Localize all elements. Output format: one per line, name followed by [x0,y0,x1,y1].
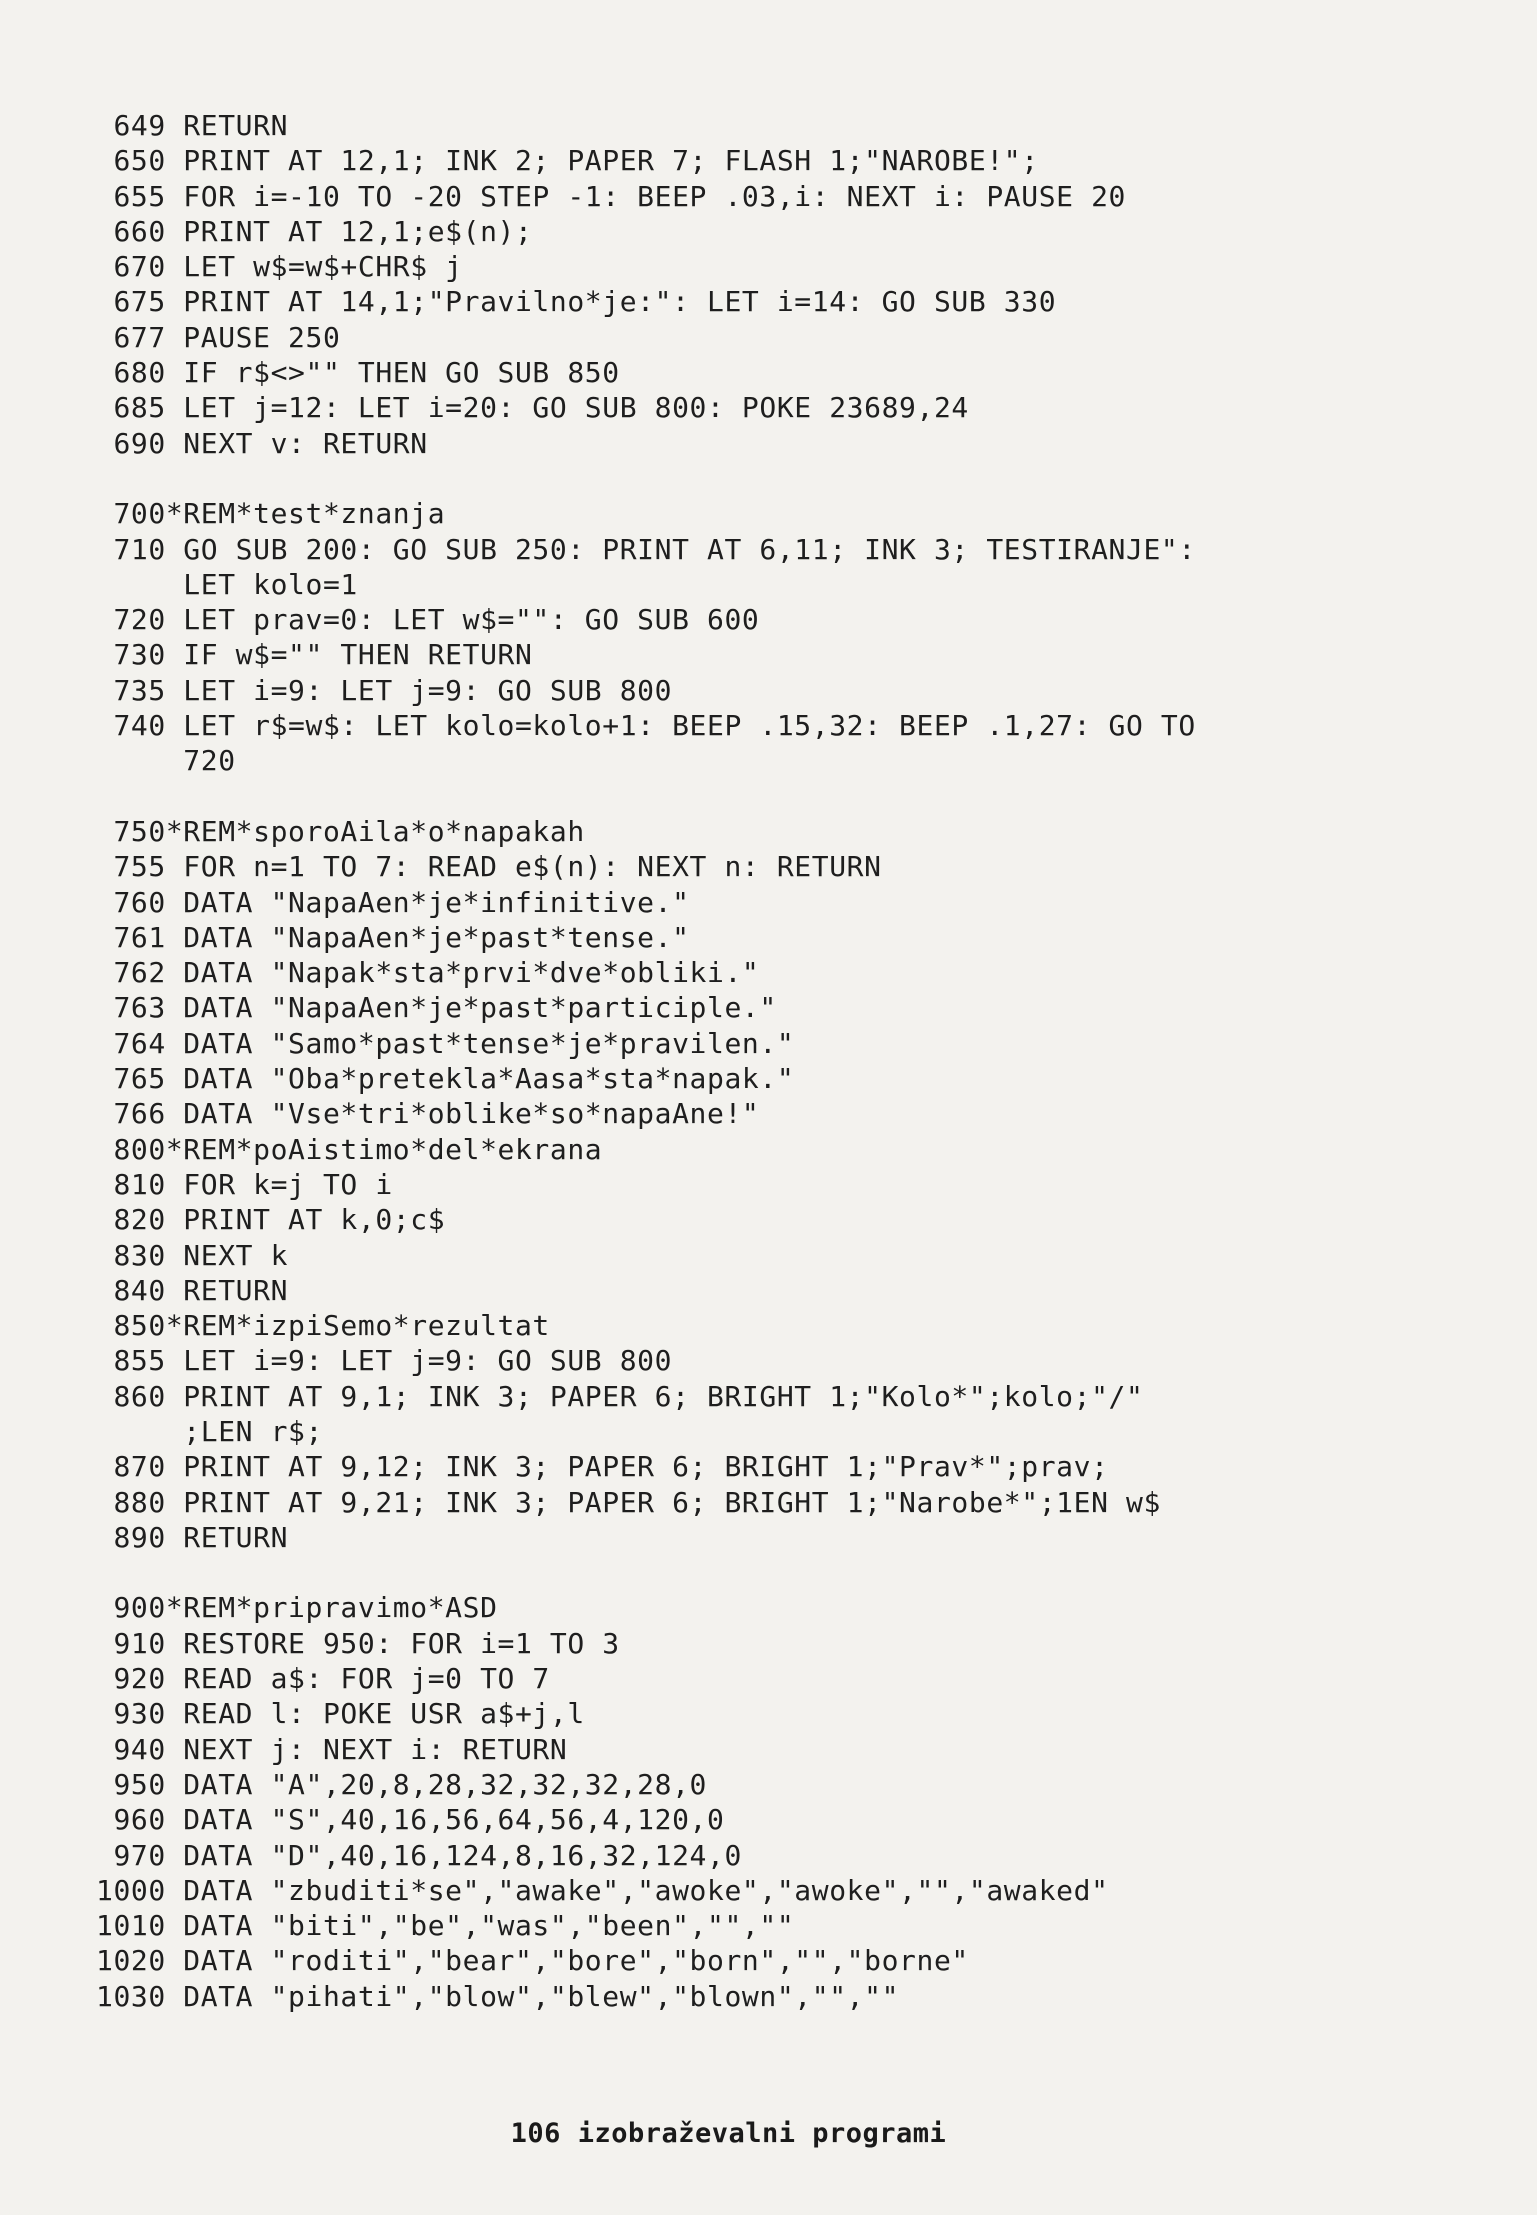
code-line: 677 PAUSE 250 [96,320,341,354]
code-line: 670 LET w$=w$+CHR$ j [96,250,463,284]
code-line: 940 NEXT j: NEXT i: RETURN [96,1732,568,1766]
code-line: 720 [96,744,236,778]
code-line: 730 IF w$="" THEN RETURN [96,638,533,672]
code-line: ;LEN r$; [96,1414,323,1448]
code-line: 649 RETURN [96,109,289,142]
blank-line [96,779,1466,814]
code-line: 1010 DATA "biti","be","was","been","","" [96,1909,795,1943]
code-line: 761 DATA "NapaAen*je*past*tense." [96,920,690,954]
code-line: 764 DATA "Samo*past*tense*je*pravilen." [96,1026,795,1060]
code-line: 766 DATA "Vse*tri*oblike*so*napaAne!" [96,1097,760,1131]
code-line: 1020 DATA "roditi","bear","bore","born","","borne" [96,1944,969,1978]
code-line: 710 GO SUB 200: GO SUB 250: PRINT AT 6,11; INK 3; TESTIRANJE": [96,532,1196,566]
code-line: 850*REM*izpiSemo*rezultat [96,1309,550,1343]
code-line: 890 RETURN [96,1520,289,1554]
code-line: 860 PRINT AT 9,1; INK 3; PAPER 6; BRIGHT 1;"Kolo*";kolo;"/" [96,1379,1144,1413]
code-line: 910 RESTORE 950: FOR i=1 TO 3 [96,1626,620,1660]
code-line: 655 FOR i=-10 TO -20 STEP -1: BEEP .03,i: NEXT i: PAUSE 20 [96,179,1126,213]
code-line: 855 LET i=9: LET j=9: GO SUB 800 [96,1344,673,1378]
code-line: 900*REM*pripravimo*ASD [96,1591,498,1625]
code-line: 1030 DATA "pihati","blow","blew","blown","","" [96,1979,900,2013]
code-line: 735 LET i=9: LET j=9: GO SUB 800 [96,673,673,707]
code-line: 690 NEXT v: RETURN [96,426,428,460]
code-line: 760 DATA "NapaAen*je*infinitive." [96,885,690,919]
code-line: 650 PRINT AT 12,1; INK 2; PAPER 7; FLASH 1;"NAROBE!"; [96,144,1039,178]
code-line: 820 PRINT AT k,0;c$ [96,1203,446,1237]
code-line: 755 FOR n=1 TO 7: READ e$(n): NEXT n: RETURN [96,850,882,884]
code-line: 660 PRINT AT 12,1;e$(n); [96,214,533,248]
basic-program-listing [96,108,1466,2049]
code-line: LET kolo=1 [96,567,358,601]
code-line: 800*REM*poAistimo*del*ekrana [96,1132,603,1166]
page-footer [0,2118,1537,2149]
code-line: 680 IF r$<>"" THEN GO SUB 850 [96,356,620,390]
blank-line [96,461,1466,496]
blank-line [96,1555,1466,1590]
code-line: 740 LET r$=w$: LET kolo=kolo+1: BEEP .15,32: BEEP .1,27: GO TO [96,709,1196,743]
code-line: 840 RETURN [96,1273,289,1307]
code-line: 1000 DATA "zbuditi*se","awake","awoke","awoke","","awaked" [96,1873,1109,1907]
code-line: 810 FOR k=j TO i [96,1167,393,1201]
code-line: 950 DATA "A",20,8,28,32,32,32,28,0 [96,1767,708,1801]
code-line: 763 DATA "NapaAen*je*past*participle." [96,991,777,1025]
code-line: 920 READ a$: FOR j=0 TO 7 [96,1662,550,1696]
code-line: 700*REM*test*znanja [96,497,446,531]
page-number-caption: 106 izobraževalni programi [510,2118,947,2149]
code-line: 765 DATA "Oba*preteklа*Aasa*sta*napak." [96,1062,795,1096]
code-line: 930 READ l: POKE USR a$+j,l [96,1697,585,1731]
code-line: 960 DATA "S",40,16,56,64,56,4,120,0 [96,1803,725,1837]
code-line: 720 LET prav=0: LET w$="": GO SUB 600 [96,603,760,637]
code-line: 762 DATA "Napak*sta*prvi*dve*obliki." [96,956,760,990]
code-line: 970 DATA "D",40,16,124,8,16,32,124,0 [96,1838,742,1872]
code-line: 750*REM*sporoAila*o*napakah [96,814,585,848]
code-line: 830 NEXT k [96,1238,289,1272]
code-line: 685 LET j=12: LET i=20: GO SUB 800: POKE 23689,24 [96,391,969,425]
code-line: 675 PRINT AT 14,1;"Pravilno*je:": LET i=14: GO SUB 330 [96,285,1057,319]
code-line: 870 PRINT AT 9,12; INK 3; PAPER 6; BRIGHT 1;"Prav*";prav; [96,1450,1109,1484]
code-line: 880 PRINT AT 9,21; INK 3; PAPER 6; BRIGHT 1;"Narobe*";1EN w$ [96,1485,1161,1519]
code-line [96,2014,1466,2049]
